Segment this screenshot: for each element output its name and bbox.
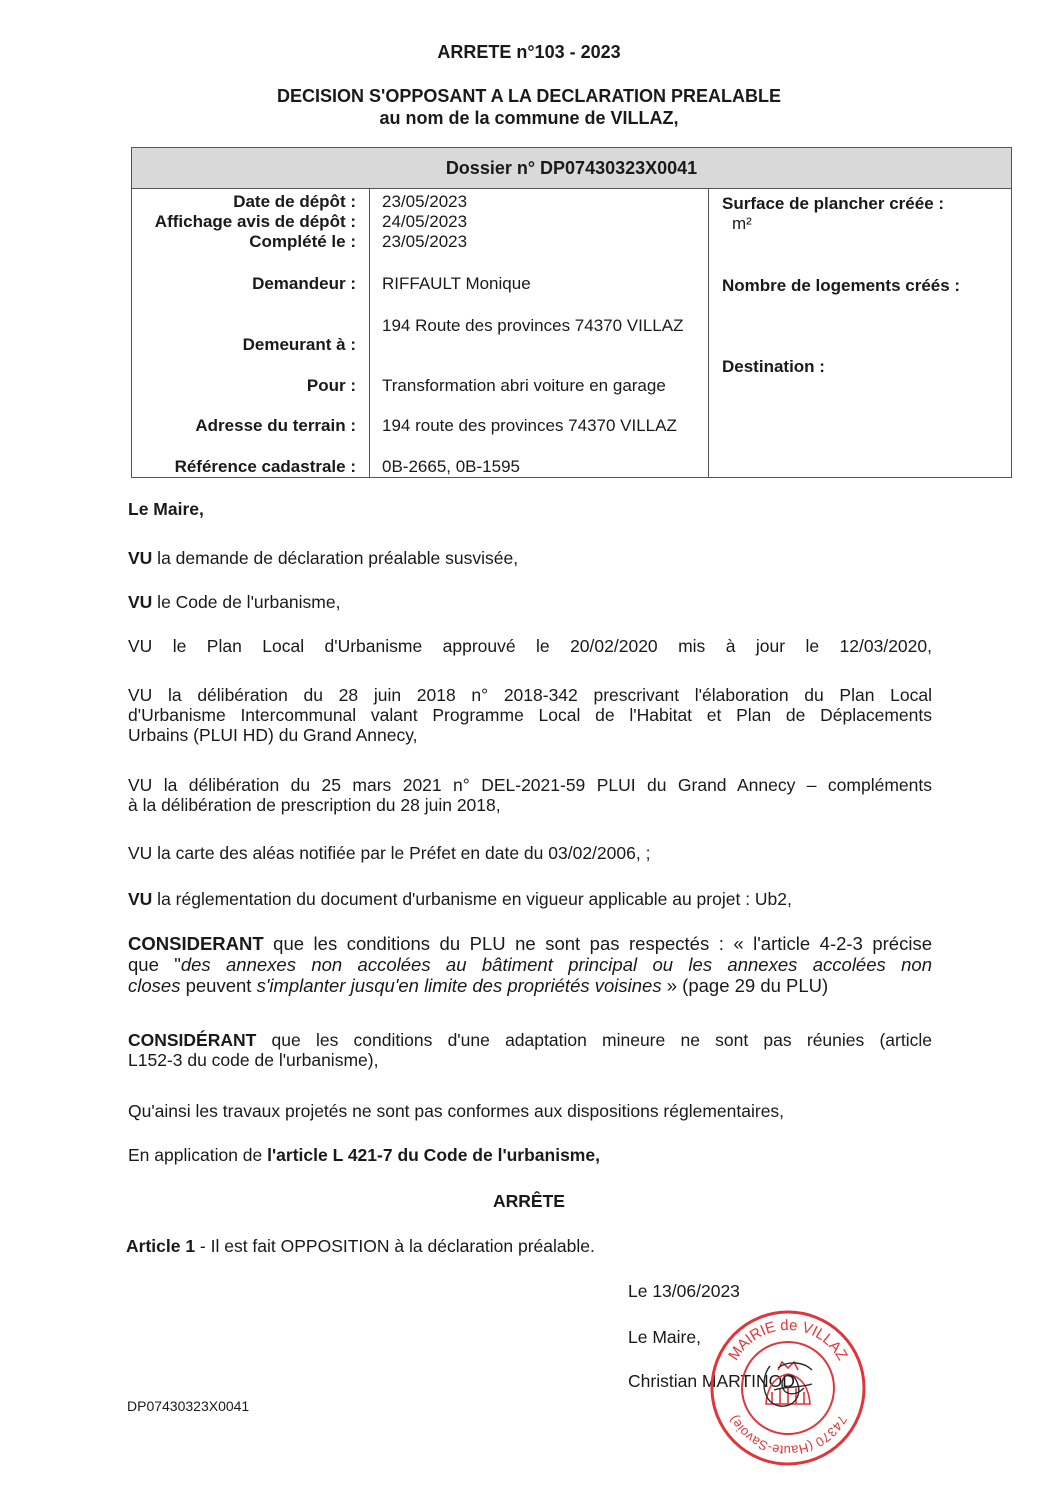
label-complete: Complété le : <box>249 232 356 251</box>
stamp-bottom-text: 74370 (Haute-Savoie) <box>725 1412 851 1459</box>
application-prefix: En application de <box>128 1145 268 1165</box>
considerant1-line-2 <box>128 954 932 975</box>
considerant1-page-ref: » (page 29 du PLU) <box>661 975 829 996</box>
vu-word: VU <box>128 548 153 568</box>
commune-line: au nom de la commune de VILLAZ, <box>379 108 679 128</box>
label-pour: Pour : <box>306 376 356 395</box>
application-paragraph <box>128 1145 932 1165</box>
considerant1-peuvent: peuvent <box>180 975 257 996</box>
salutation: Le Maire, <box>128 499 204 519</box>
label-date-depot: Date de dépôt : <box>233 192 356 211</box>
label-adresse: Adresse du terrain : <box>195 416 356 435</box>
vu1-text: la demande de déclaration préalable susvisée, <box>152 548 519 568</box>
value-demeurant: 194 Route des provinces 74370 VILLAZ <box>382 316 684 335</box>
considerant1-quote-open: que " <box>128 954 181 975</box>
considerant2-line-2: L152-3 du code de l'urbanisme), <box>128 1050 379 1070</box>
vu4-line-2: d'Urbanisme Intercommunal valant Programme Local de l'Habitat et Plan de Déplacements <box>128 705 932 725</box>
vu-word: VU <box>128 592 153 612</box>
considerant2-text: que les conditions d'une adaptation mineure ne sont pas réunies (article <box>256 1030 932 1050</box>
vu5-line-2: à la délibération de prescription du 28 juin 2018, <box>128 795 501 815</box>
considerant-paragraph-2 <box>128 1030 932 1070</box>
application-article: l'article L 421-7 du Code de l'urbanisme, <box>267 1145 600 1165</box>
mairie-stamp <box>708 1308 868 1468</box>
considerant1-line-3 <box>128 975 932 996</box>
destination-label: Destination : <box>722 357 825 376</box>
label-affichage: Affichage avis de dépôt : <box>154 212 356 231</box>
signature-role: Le Maire, <box>628 1327 701 1347</box>
vu4-line-3: Urbains (PLUI HD) du Grand Annecy, <box>128 725 418 745</box>
value-pour: Transformation abri voiture en garage <box>382 376 666 395</box>
value-date-depot: 23/05/2023 <box>382 192 468 211</box>
considerant1-text: que les conditions du PLU ne sont pas respectés : « l'article 4-2-3 précise <box>263 933 932 954</box>
signature-date: Le 13/06/2023 <box>628 1281 740 1301</box>
considerant-word: CONSIDÉRANT <box>128 1030 257 1050</box>
quainsi-paragraph: Qu'ainsi les travaux projetés ne sont pas conformes aux dispositions réglementaires, <box>128 1101 785 1121</box>
dossier-title: Dossier n° DP07430323X0041 <box>132 148 1011 189</box>
vu-word: VU <box>128 889 153 909</box>
signature-name: Christian MARTINOD <box>628 1371 795 1391</box>
considerant2-line-1 <box>128 1030 932 1050</box>
considerant1-implanter: s'implanter jusqu'en limite des propriétés voisines <box>256 975 662 996</box>
vu-paragraph-5 <box>128 775 932 815</box>
vu4-line-1: VU la délibération du 28 juin 2018 n° 2018-342 prescrivant l'élaboration du Plan Local <box>128 685 932 705</box>
footer-reference: DP07430323X0041 <box>127 1398 250 1414</box>
vu-paragraph-2 <box>128 592 932 612</box>
vu-paragraph-1 <box>128 548 932 568</box>
label-demandeur: Demandeur : <box>252 274 356 293</box>
label-reference: Référence cadastrale : <box>174 457 356 476</box>
considerant1-line-1 <box>128 933 932 954</box>
value-adresse: 194 route des provinces 74370 VILLAZ <box>382 416 677 435</box>
column-divider-right <box>708 189 709 477</box>
logements-label: Nombre de logements créés : <box>722 276 961 295</box>
label-demeurant: Demeurant à : <box>242 335 356 354</box>
vu-paragraph-4 <box>128 685 932 745</box>
considerant-word: CONSIDERANT <box>128 933 264 954</box>
article-1 <box>126 1236 930 1256</box>
article-1-label: Article 1 <box>126 1236 196 1256</box>
arrete-heading: ARRÊTE <box>493 1191 565 1211</box>
vu-paragraph-3: VU le Plan Local d'Urbanisme approuvé le 20/02/2020 mis à jour le 12/03/2020, <box>128 636 932 656</box>
stamp-top-text: MAIRIE de VILLAZ <box>725 1316 851 1364</box>
considerant-paragraph-1 <box>128 933 932 996</box>
decision-title: DECISION S'OPPOSANT A LA DECLARATION PREALABLE <box>277 86 781 106</box>
dossier-table <box>131 147 1012 478</box>
considerant1-quote-text: des annexes non accolées au bâtiment principal ou les annexes accolées non <box>180 954 932 975</box>
value-complete: 23/05/2023 <box>382 232 468 251</box>
considerant1-closes: closes <box>128 975 181 996</box>
value-reference: 0B-2665, 0B-1595 <box>382 457 520 476</box>
surface-unit: m² <box>732 214 752 233</box>
value-affichage: 24/05/2023 <box>382 212 468 231</box>
column-divider-left <box>369 189 370 477</box>
vu7-text: la réglementation du document d'urbanisme en vigueur applicable au projet : Ub2, <box>152 889 792 909</box>
vu5-line-1: VU la délibération du 25 mars 2021 n° DEL-2021-59 PLUI du Grand Annecy – compléments <box>128 775 932 795</box>
article-1-text: - Il est fait OPPOSITION à la déclaration préalable. <box>195 1236 595 1256</box>
vu2-text: le Code de l'urbanisme, <box>152 592 341 612</box>
vu-paragraph-7 <box>128 889 932 909</box>
stamp-emblem-icon <box>766 1362 810 1404</box>
vu-paragraph-6: VU la carte des aléas notifiée par le Préfet en date du 03/02/2006, ; <box>128 843 651 863</box>
arrete-number: ARRETE n°103 - 2023 <box>437 42 621 62</box>
surface-label: Surface de plancher créée : <box>722 194 945 213</box>
value-demandeur: RIFFAULT Monique <box>382 274 531 293</box>
